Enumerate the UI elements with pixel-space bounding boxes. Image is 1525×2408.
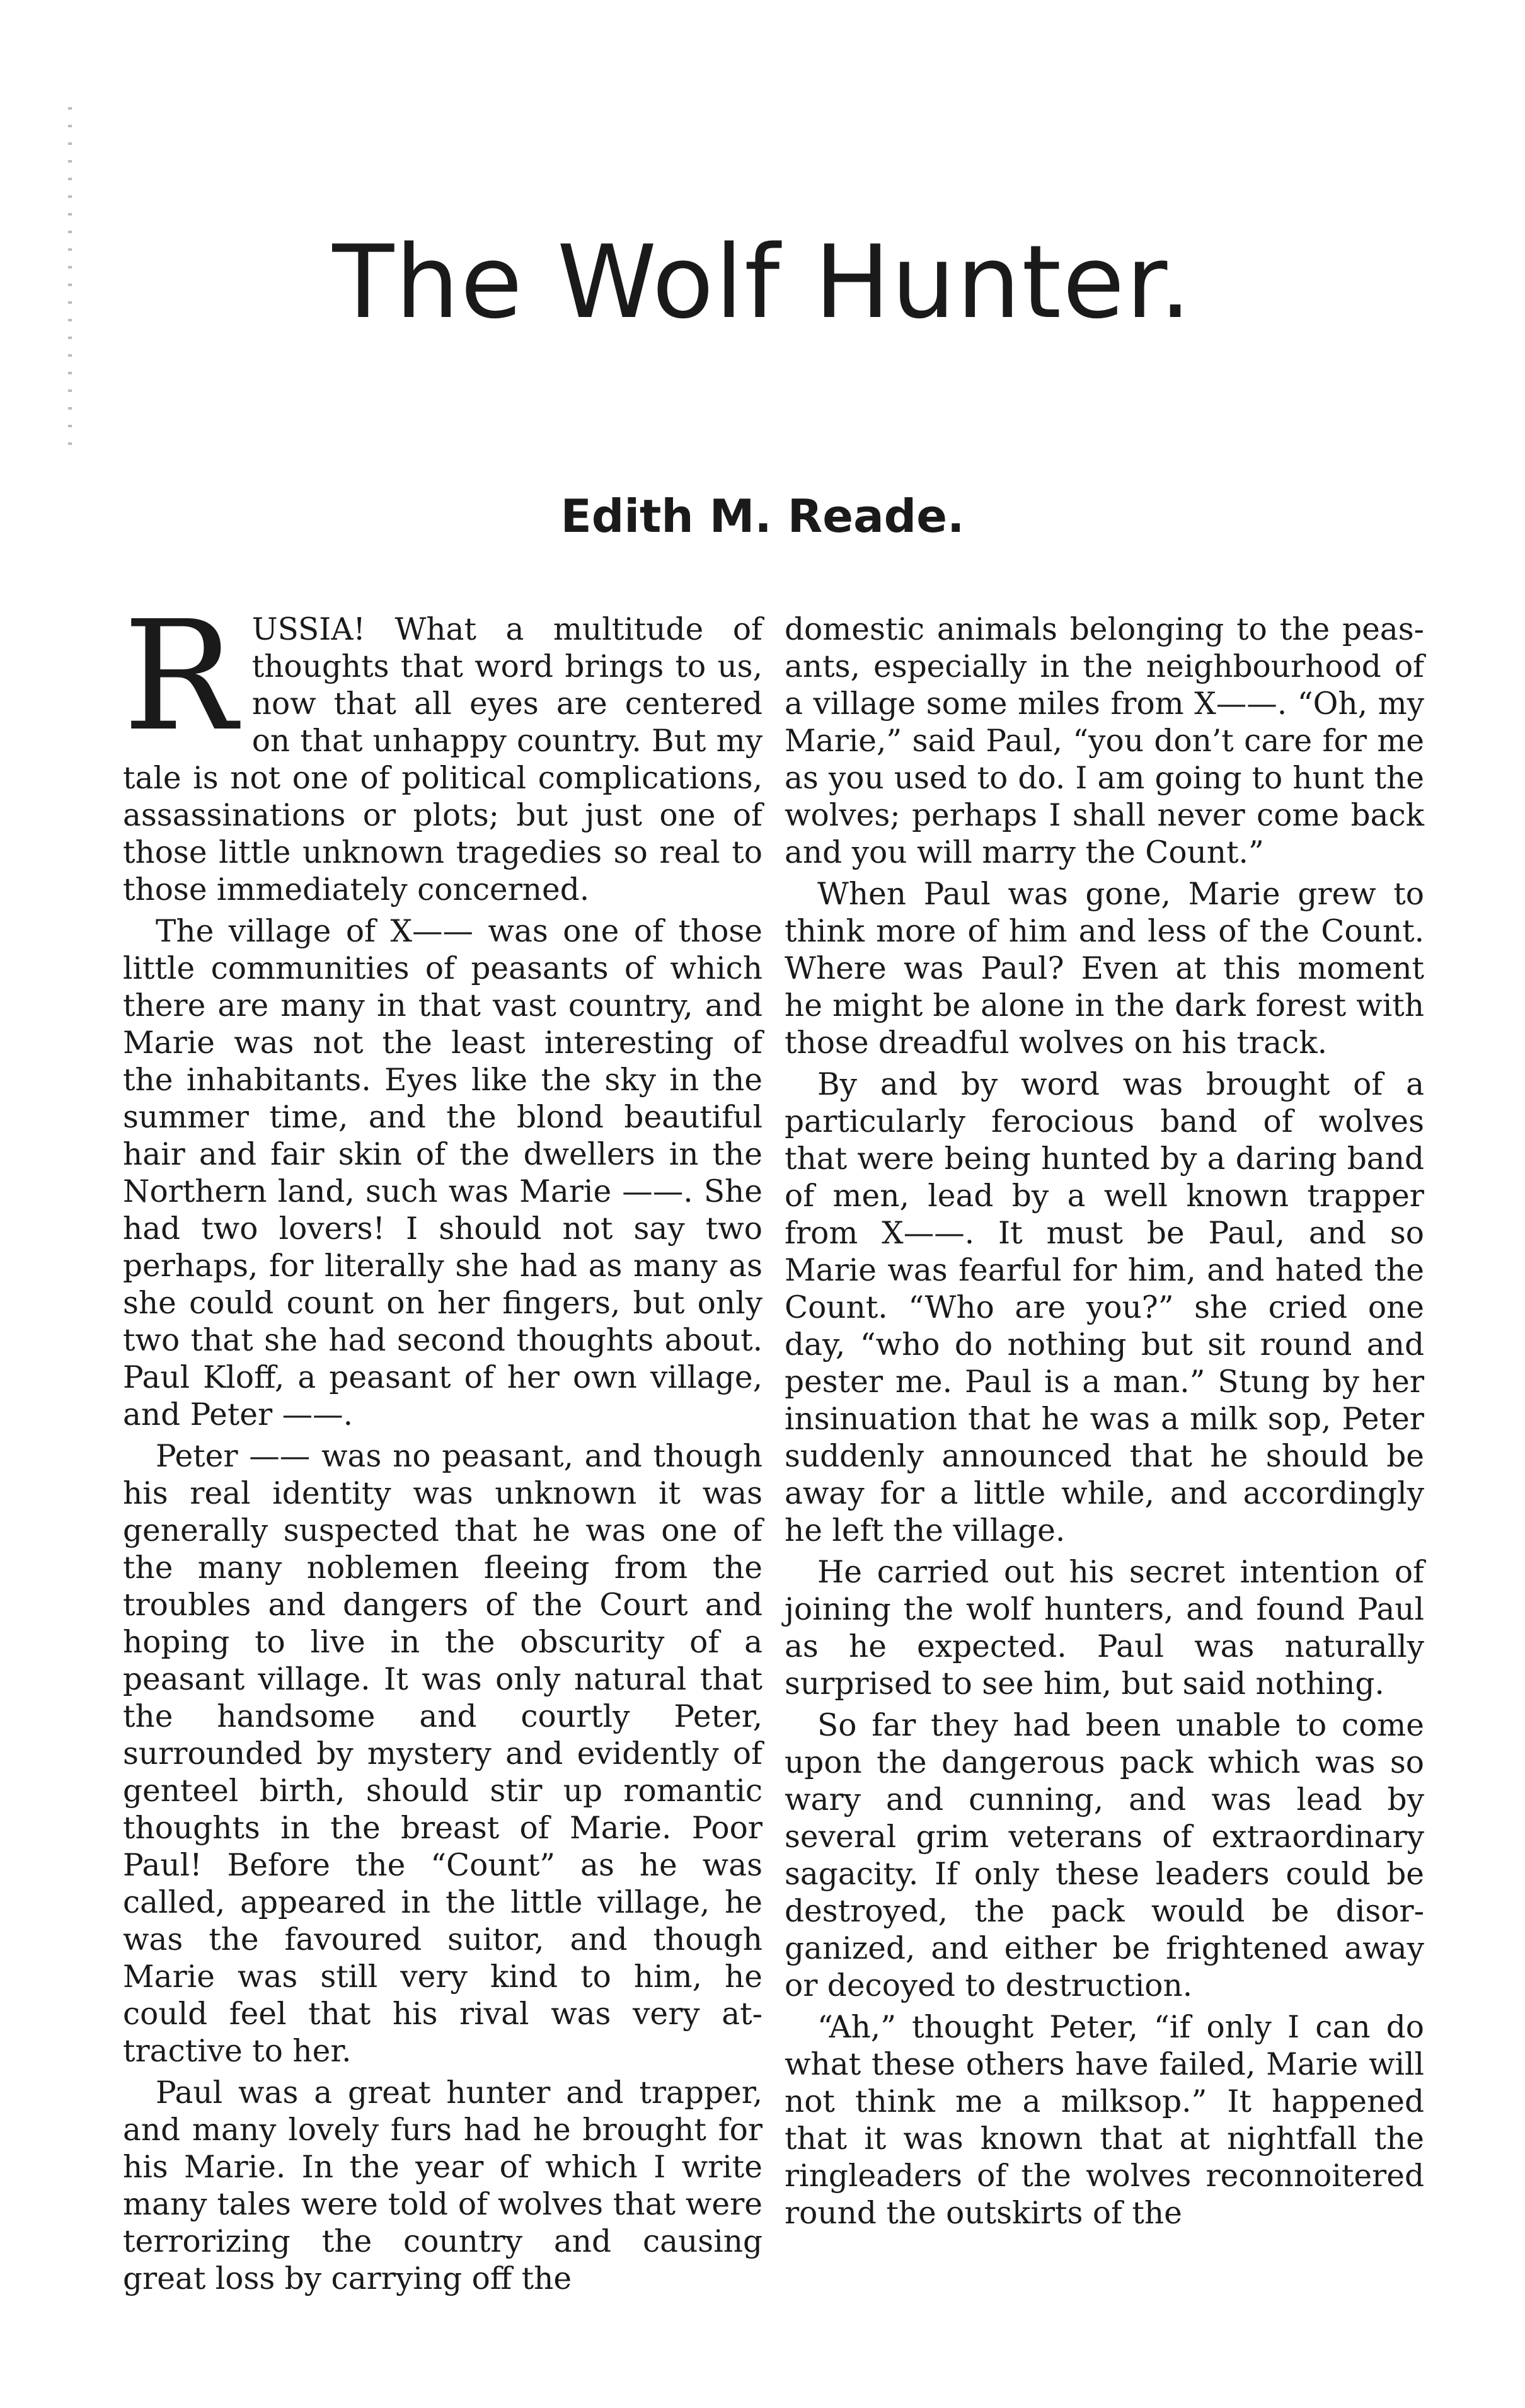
paragraph-1-text: USSIA! What a multitude of thoughts that word brings to us, now that all eyes are centered on that unhappy country. But my tale is not one of political complications, assassinations or plots; but just one of those little unknown tragedies so real to those immediately concerned. bbox=[123, 612, 762, 907]
drop-cap: R bbox=[123, 588, 237, 764]
paragraph-1 bbox=[123, 588, 762, 909]
paragraph-10: “Ah,” thought Peter, “if only I can do what these others have failed, Marie will not think me a milksop.” It happened that it was known that at nightfall the ringleaders of the wolves reconnoitered round the outskirts of the bbox=[785, 2010, 1424, 2231]
paragraph-3: Peter —— was no peasant, and though his real identity was unknown it was generally suspected that he was one of the many noblemen fleeing from the troubles and dangers of the Court and hoping to live in the obscurity of a peasant village. It was only natural that the handsome and courtly Peter, surrounded by mystery and evidently of genteel birth, should stir up romantic thoughts in the breast of Marie. Poor Paul! Before the “Count” as he was called, appeared in the little village, he was the favoured suitor, and though Marie was still very kind to him, he could feel that his rival was very attractive to her. bbox=[123, 1439, 762, 2069]
paragraph-4: Paul was a great hunter and trapper, and many lovely furs had he brought for his Marie. In the year of which I write many tales were told of wolves that were terrorizing the country and causing great loss by carrying off the bbox=[123, 2075, 762, 2296]
left-column bbox=[123, 588, 762, 2302]
paragraph-5: domestic animals belonging to the peasants, especially in the neighbourhood of a village some miles from X——. “Oh, my Marie,” said Paul, “you don’t care for me as you used to do. I am going to hunt the wolves; perhaps I shall never come back and you will marry the Count.” bbox=[785, 612, 1424, 870]
paragraph-6: When Paul was gone, Marie grew to think more of him and less of the Count. Where was Paul? Even at this moment he might be alone in the dark forest with those dreadful wolves on his track. bbox=[785, 877, 1424, 1061]
article-title: The Wolf Hunter. bbox=[332, 223, 1193, 341]
article-author: Edith M. Reade. bbox=[560, 490, 965, 543]
paragraph-7: By and by word was brought of a particularly ferocious band of wolves that were being hunted by a daring band of men, lead by a well known trapper from X——. It must be Paul, and so Marie was fearful for him, and hated the Count. “Who are you?” she cried one day, “who do nothing but sit round and pester me. Paul is a man.” Stung by her insinuation that he was a milk sop, Peter suddenly announced that he should be away for a little while, and accordingly he left the village. bbox=[785, 1067, 1424, 1548]
paragraph-8: He carried out his secret intention of joining the wolf hunters, and found Paul as he expected. Paul was naturally surprised to see him, but said nothing. bbox=[785, 1555, 1424, 1702]
paragraph-9: So far they had been unable to come upon the dangerous pack which was so wary and cunning, and was lead by several grim veterans of extraordinary sagacity. If only these leaders could be destroyed, the pack would be disorganized, and either be frightened away or decoyed to destruction. bbox=[785, 1708, 1424, 2003]
right-column bbox=[785, 611, 1424, 2237]
paragraph-2: The village of X—— was one of those little communities of peasants of which there are many in that vast country, and Marie was not the least interesting of the inhabitants. Eyes like the sky in the summer time, and the blond beautiful hair and fair skin of the dwellers in the Northern land, such was Marie ——. She had two lovers! I should not say two perhaps, for literally she had as many as she could count on her fingers, but only two that she had second thoughts about. Paul Kloff, a peasant of her own village, and Peter ——. bbox=[123, 914, 762, 1432]
